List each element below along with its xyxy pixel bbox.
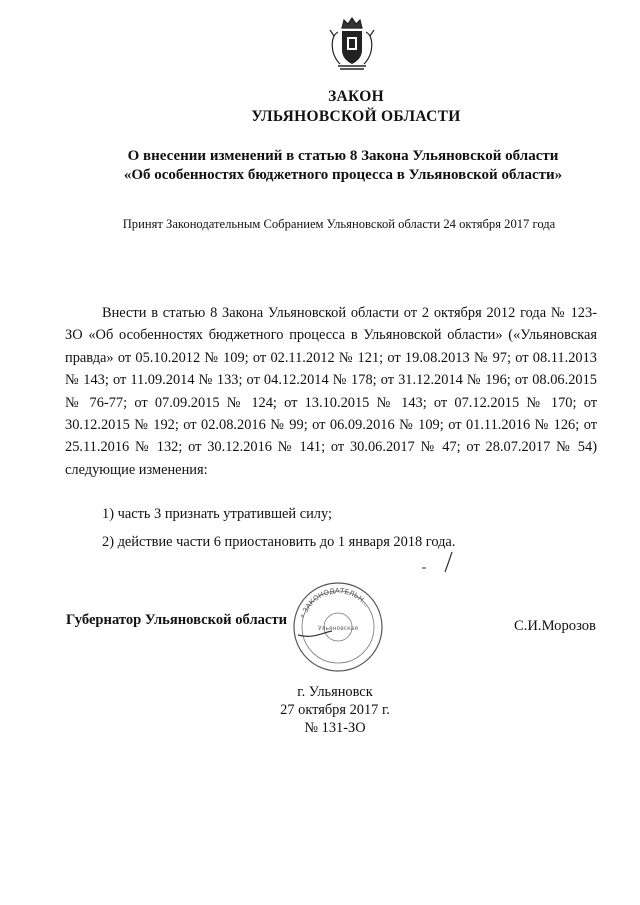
adoption-note: Принят Законодательным Собранием Ульяновской области 24 октября 2017 года: [122, 217, 556, 231]
governor-name: С.И.Морозов: [514, 618, 596, 634]
law-title-line1: ЗАКОН: [328, 88, 384, 105]
amendment-item-2: 2) действие части 6 приостановить до 1 января 2018 года.: [102, 534, 456, 550]
handwritten-mark: [412, 550, 462, 576]
svg-text:* ЗАКОНОДАТЕЛЬН...: [299, 587, 370, 619]
seal-ring-text: * ЗАКОНОДАТЕЛЬН...: [299, 586, 371, 620]
amendment-item-1: 1) часть 3 признать утратившей силу;: [102, 506, 332, 522]
coat-of-arms-icon: [326, 14, 378, 72]
law-number: № 131-ЗО: [304, 720, 366, 736]
governor-title: Губернатор Ульяновской области: [66, 612, 287, 628]
law-title-line2: УЛЬЯНОВСКОЙ ОБЛАСТИ: [251, 108, 461, 125]
seal-center-text: Ульяновская: [318, 625, 358, 632]
main-paragraph: Внести в статью 8 Закона Ульяновской области от 2 октября 2012 года № 123-ЗО «Об особенностях бюджетного процесса в Ульяновской области» («Ульяновская правда» от 05.10.2012 № 109; от 02.11.2012 № 121; от 19.08.2013 № 97; от 08.11.2013 № 143; от 11.09.2014 № 133; от 04.12.2014 № 178; от 31.12.2014 № 196; от 08.06.2015 № 76-77; от 07.09.2015 № 124; от 13.10.2015 № 143; от 07.12.2015 № 170; от 30.12.2015 № 192; от 02.08.2016 № 99; от 06.09.2016 № 109; от 01.11.2016 № 126; от 25.11.2016 № 132; от 30.12.2016 № 141; от 30.06.2017 № 47; от 28.07.2017 № 54) следующие изменения:: [65, 305, 597, 478]
signing-date: 27 октября 2017 г.: [280, 702, 390, 718]
law-subject-line2: «Об особенностях бюджетного процесса в Ульяновской области»: [123, 167, 563, 183]
law-subject-line1: О внесении изменений в статью 8 Закона Ульяновской области: [127, 148, 559, 164]
signing-city: г. Ульяновск: [297, 684, 373, 700]
official-seal-stamp: [292, 581, 384, 673]
